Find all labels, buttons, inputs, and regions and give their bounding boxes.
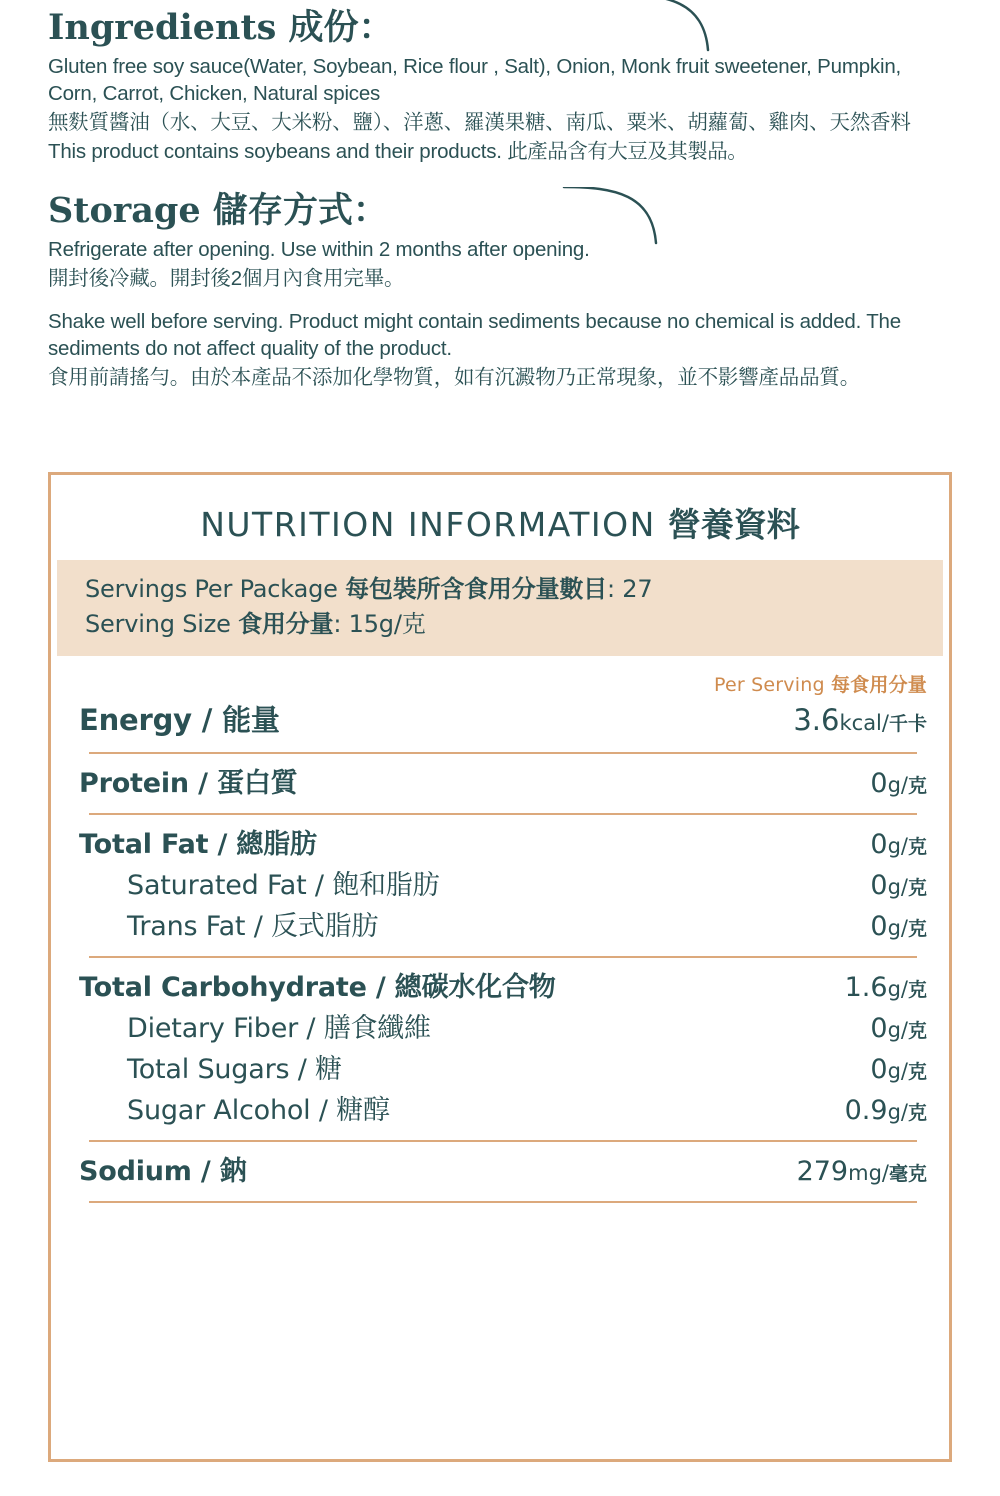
ingredients-heading xyxy=(48,0,952,47)
storage-heading xyxy=(48,183,952,230)
nutrient-value-number: 0 xyxy=(870,870,888,902)
per-serving-label-zh: 每食用分量 xyxy=(830,675,927,697)
nutrient-value xyxy=(845,1095,927,1126)
nutrition-row-group xyxy=(79,821,927,950)
nutrient-label-en: Total Fat / xyxy=(79,829,237,861)
nutrient-label-zh: 飽和脂肪 xyxy=(332,870,440,901)
ingredients-heading-zh: 成份： xyxy=(288,8,394,47)
nutrient-label-zh: 總碳水化合物 xyxy=(394,972,556,1003)
nutrition-row xyxy=(79,1148,927,1189)
nutrient-label xyxy=(79,1149,247,1188)
nutrition-row-group xyxy=(79,760,927,807)
nutrient-label xyxy=(79,761,297,800)
nutrient-value xyxy=(793,703,927,737)
storage-heading-en: Storage xyxy=(48,189,201,231)
nutrition-title xyxy=(51,475,949,560)
nutrition-row xyxy=(79,964,927,1005)
nutrient-value-number: 0 xyxy=(870,768,888,800)
nutrient-value xyxy=(870,1013,927,1044)
nutrition-row xyxy=(79,760,927,801)
nutrient-value-number: 279 xyxy=(796,1156,849,1188)
nutrition-row xyxy=(79,821,927,862)
nutrient-label-zh: 糖醇 xyxy=(336,1095,390,1126)
nutrient-value-number: 0 xyxy=(870,1054,888,1086)
servings-per-package-row xyxy=(85,572,943,607)
storage-line1-zh: 開封後冷藏。開封後2個月內食用完畢。 xyxy=(48,266,405,290)
storage-line1-en: Refrigerate after opening. Use within 2 months after opening. xyxy=(48,237,590,261)
nutrient-label-en: Protein / xyxy=(79,768,218,800)
storage-line2-zh: 食用前請搖勻。由於本產品不添加化學物質，如有沉澱物乃正常現象，並不影響產品品質。 xyxy=(48,365,860,389)
serving-size-row xyxy=(85,607,943,642)
row-divider xyxy=(89,1201,917,1203)
allergen-statement-zh: 此產品含有大豆及其製品。 xyxy=(507,139,748,163)
servings-per-package-label-zh: 每包裝所含食用分量數目 xyxy=(345,576,607,603)
nutrient-value xyxy=(870,870,927,901)
nutrient-label xyxy=(79,1047,342,1086)
nutrition-row-group xyxy=(79,697,927,746)
nutrition-row xyxy=(79,1046,927,1087)
nutrient-label-zh: 膳食纖維 xyxy=(323,1013,431,1044)
nutrient-value xyxy=(870,911,927,942)
nutrient-value-number: 0 xyxy=(870,829,888,861)
storage-heading-zh: 儲存方式： xyxy=(212,190,388,230)
nutrient-value xyxy=(870,829,927,860)
nutrient-value xyxy=(797,1156,927,1187)
nutrient-label-zh: 糖 xyxy=(315,1054,342,1085)
nutrient-label xyxy=(79,1088,390,1127)
nutrient-value-number: 0 xyxy=(870,1013,888,1045)
nutrient-label xyxy=(79,1006,431,1045)
nutrient-value-unit: kcal/千卡 xyxy=(839,711,927,736)
row-divider xyxy=(89,956,917,958)
nutrient-label-zh: 總脂肪 xyxy=(236,829,317,860)
storage-line2-en: Shake well before serving. Product might contain sediments because no chemical is added. The sediments do not affect quality of the product. xyxy=(48,309,901,360)
nutrition-row xyxy=(79,1087,927,1128)
nutrient-value-unit: g/克 xyxy=(887,834,927,859)
nutrition-row xyxy=(79,697,927,740)
nutrient-value xyxy=(870,1054,927,1085)
nutrition-title-en: NUTRITION INFORMATION xyxy=(200,505,656,544)
nutrition-information-panel xyxy=(48,472,952,1462)
nutrient-value xyxy=(870,768,927,799)
servings-box xyxy=(57,560,943,656)
ingredients-list-en: Gluten free soy sauce(Water, Soybean, Rice flour , Salt), Onion, Monk fruit sweetener, Pumpkin, Corn, Carrot, Chicken, Natural spices xyxy=(48,54,902,105)
nutrient-value-number: 1.6 xyxy=(844,972,888,1004)
nutrient-label-en: Total Carbohydrate / xyxy=(79,972,395,1004)
per-serving-label-en: Per Serving xyxy=(714,674,825,697)
storage-section xyxy=(48,183,952,230)
panel-footer-space xyxy=(79,1209,927,1263)
nutrition-row xyxy=(79,903,927,944)
nutrient-label-zh: 蛋白質 xyxy=(217,768,298,799)
servings-per-package-label-en: Servings Per Package xyxy=(85,575,338,603)
ingredients-heading-en: Ingredients xyxy=(48,7,277,48)
nutrient-label-en: Dietary Fiber / xyxy=(127,1013,324,1045)
nutrition-row xyxy=(79,862,927,903)
row-divider xyxy=(89,813,917,815)
ingredients-section xyxy=(48,0,952,47)
nutrient-value-unit: g/克 xyxy=(887,1100,927,1125)
nutrient-label xyxy=(79,698,280,739)
per-serving-header xyxy=(51,656,949,697)
nutrient-label-zh: 反式脂肪 xyxy=(270,911,379,942)
nutrient-value-unit: g/克 xyxy=(887,1059,927,1084)
nutrition-row-group xyxy=(79,964,927,1134)
nutrition-rows xyxy=(51,697,949,1263)
nutrient-value-number: 0 xyxy=(870,911,888,943)
serving-size-value: : 15g/克 xyxy=(333,610,426,639)
nutrient-value-number: 3.6 xyxy=(793,703,840,738)
nutrient-value-unit: g/克 xyxy=(887,875,927,900)
serving-size-label-en: Serving Size xyxy=(85,610,231,639)
nutrient-label-en: Saturated Fat / xyxy=(127,870,333,902)
nutrient-label xyxy=(79,904,378,943)
ingredients-list-zh: 無麩質醬油（水、大豆、大米粉、鹽）、洋蔥、羅漢果糖、南瓜、粟米、胡蘿蔔、雞肉、天然香料 xyxy=(48,110,911,134)
nutrient-label-zh: 鈉 xyxy=(219,1156,247,1187)
servings-per-package-value: : 27 xyxy=(606,575,653,603)
allergen-statement xyxy=(48,138,952,165)
nutrient-label-en: Total Sugars / xyxy=(127,1054,316,1086)
nutrient-label xyxy=(79,822,317,861)
nutrition-title-zh: 營養資料 xyxy=(667,506,800,543)
serving-size-label-zh: 食用分量 xyxy=(238,611,334,639)
nutrient-label-en: Energy / xyxy=(79,703,223,738)
row-divider xyxy=(89,752,917,754)
nutrient-value-unit: g/克 xyxy=(887,1018,927,1043)
nutrient-label-zh: 能量 xyxy=(222,705,280,738)
nutrient-value-unit: g/克 xyxy=(887,916,927,941)
nutrition-row xyxy=(79,1005,927,1046)
nutrient-label-en: Trans Fat / xyxy=(127,911,271,943)
nutrition-row-group xyxy=(79,1148,927,1195)
allergen-statement-en: This product contains soybeans and their products. xyxy=(48,139,502,163)
nutrient-value-unit: mg/毫克 xyxy=(848,1161,927,1186)
nutrient-value-unit: g/克 xyxy=(887,773,927,798)
nutrient-value-number: 0.9 xyxy=(844,1095,888,1127)
nutrient-value-unit: g/克 xyxy=(887,977,927,1002)
row-divider xyxy=(89,1140,917,1142)
nutrient-label-en: Sugar Alcohol / xyxy=(127,1095,337,1127)
nutrient-label xyxy=(79,863,439,902)
nutrient-value xyxy=(845,972,927,1003)
nutrient-label xyxy=(79,965,556,1004)
nutrient-label-en: Sodium / xyxy=(79,1156,220,1188)
